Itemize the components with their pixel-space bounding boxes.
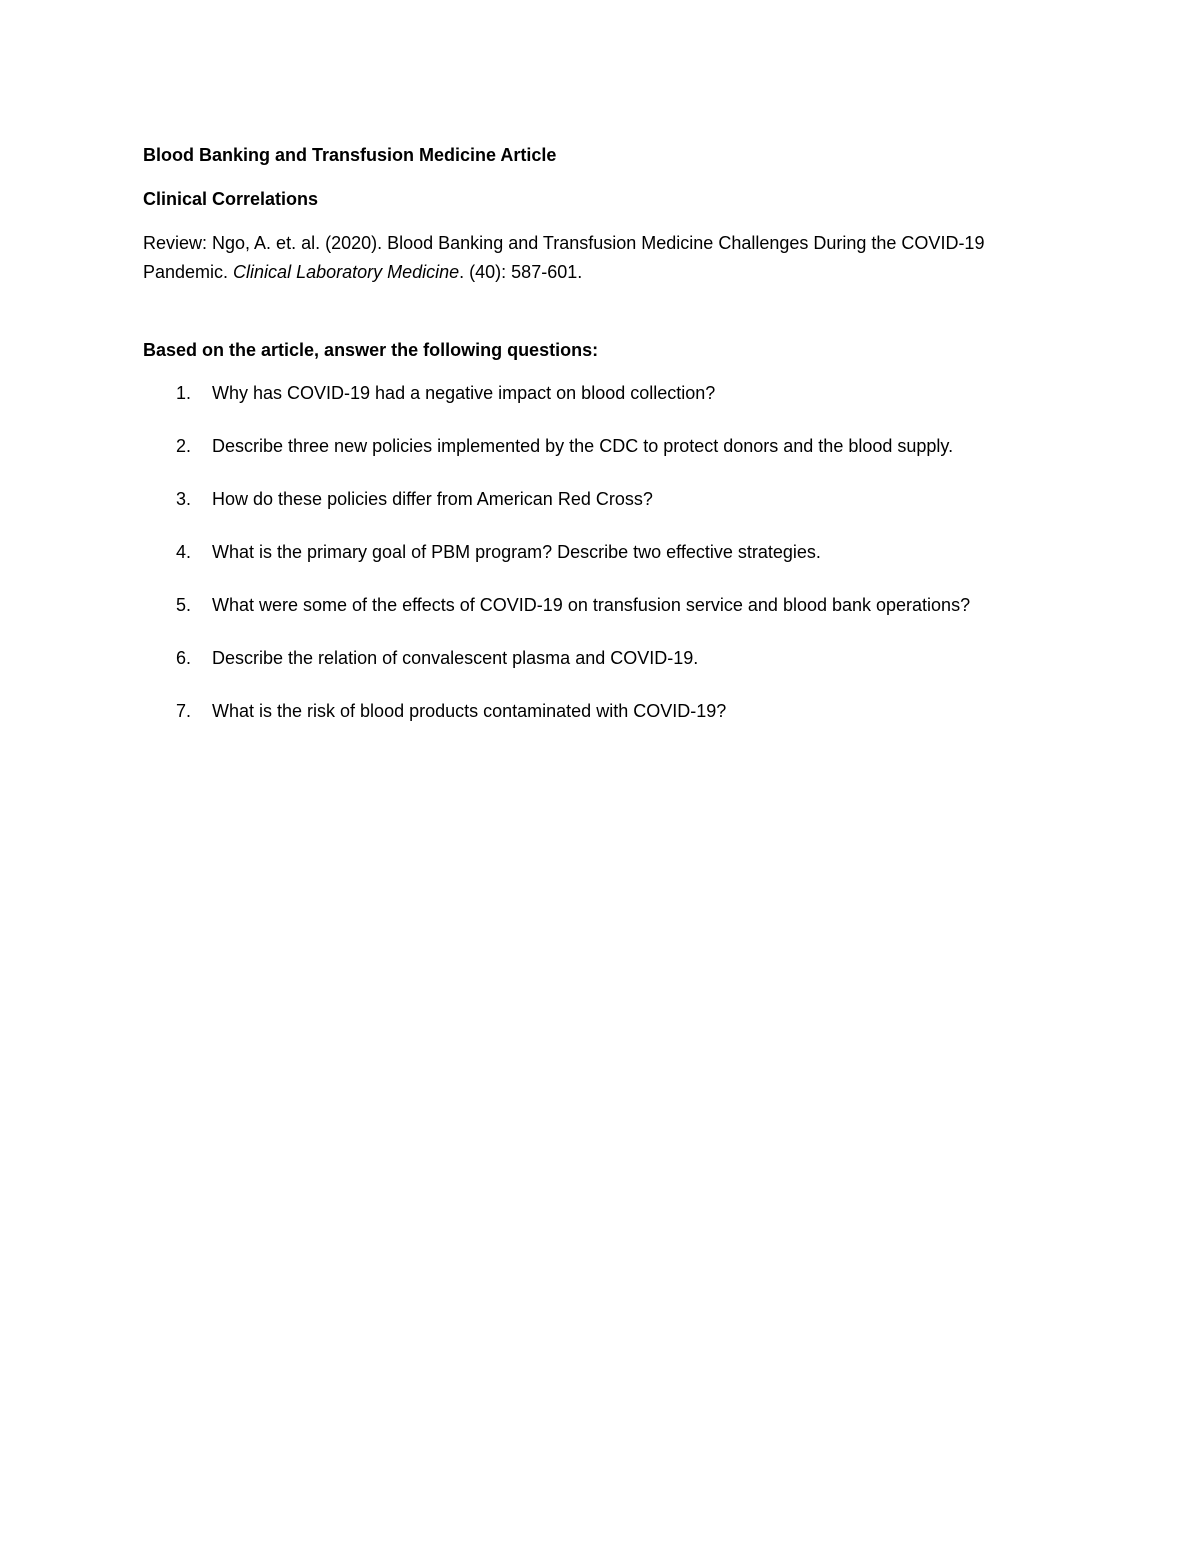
question-number: 4. [176,542,192,562]
question-item [143,699,1063,723]
question-number: 1. [176,383,192,403]
document-subtitle: Clinical Correlations [143,189,319,209]
question-number: 5. [176,595,192,615]
question-number: 7. [176,701,192,721]
question-list [143,381,1063,723]
question-item [143,381,1063,405]
document-title: Blood Banking and Transfusion Medicine Article [143,145,557,165]
question-text: Describe three new policies implemented by the CDC to protect donors and the blood supply. [212,436,954,456]
question-text: What were some of the effects of COVID-19 on transfusion service and blood bank operations? [212,595,971,615]
question-item [143,434,1063,458]
question-text: Describe the relation of convalescent plasma and COVID-19. [212,648,699,668]
question-item [143,593,1063,617]
citation [143,229,1063,287]
question-text: Why has COVID-19 had a negative impact on blood collection? [212,383,716,403]
citation-line-2 [143,258,1063,287]
citation-line-1: Review: Ngo, A. et. al. (2020). Blood Banking and Transfusion Medicine Challenges During the COVID-19 [143,233,985,253]
question-text: What is the primary goal of PBM program? Describe two effective strategies. [212,542,821,562]
question-item [143,646,1063,670]
question-text: What is the risk of blood products contaminated with COVID-19? [212,701,727,721]
instructions: Based on the article, answer the following questions: [143,340,599,360]
question-number: 2. [176,436,192,456]
question-number: 6. [176,648,192,668]
citation-line-2-start: Pandemic. [143,262,234,282]
question-item [143,540,1063,564]
citation-journal: Clinical Laboratory Medicine [233,262,460,282]
citation-suffix: . (40): 587-601. [459,262,583,282]
question-item [143,487,1063,511]
document-content [143,143,1063,752]
question-number: 3. [176,489,192,509]
question-text: How do these policies differ from American Red Cross? [212,489,653,509]
